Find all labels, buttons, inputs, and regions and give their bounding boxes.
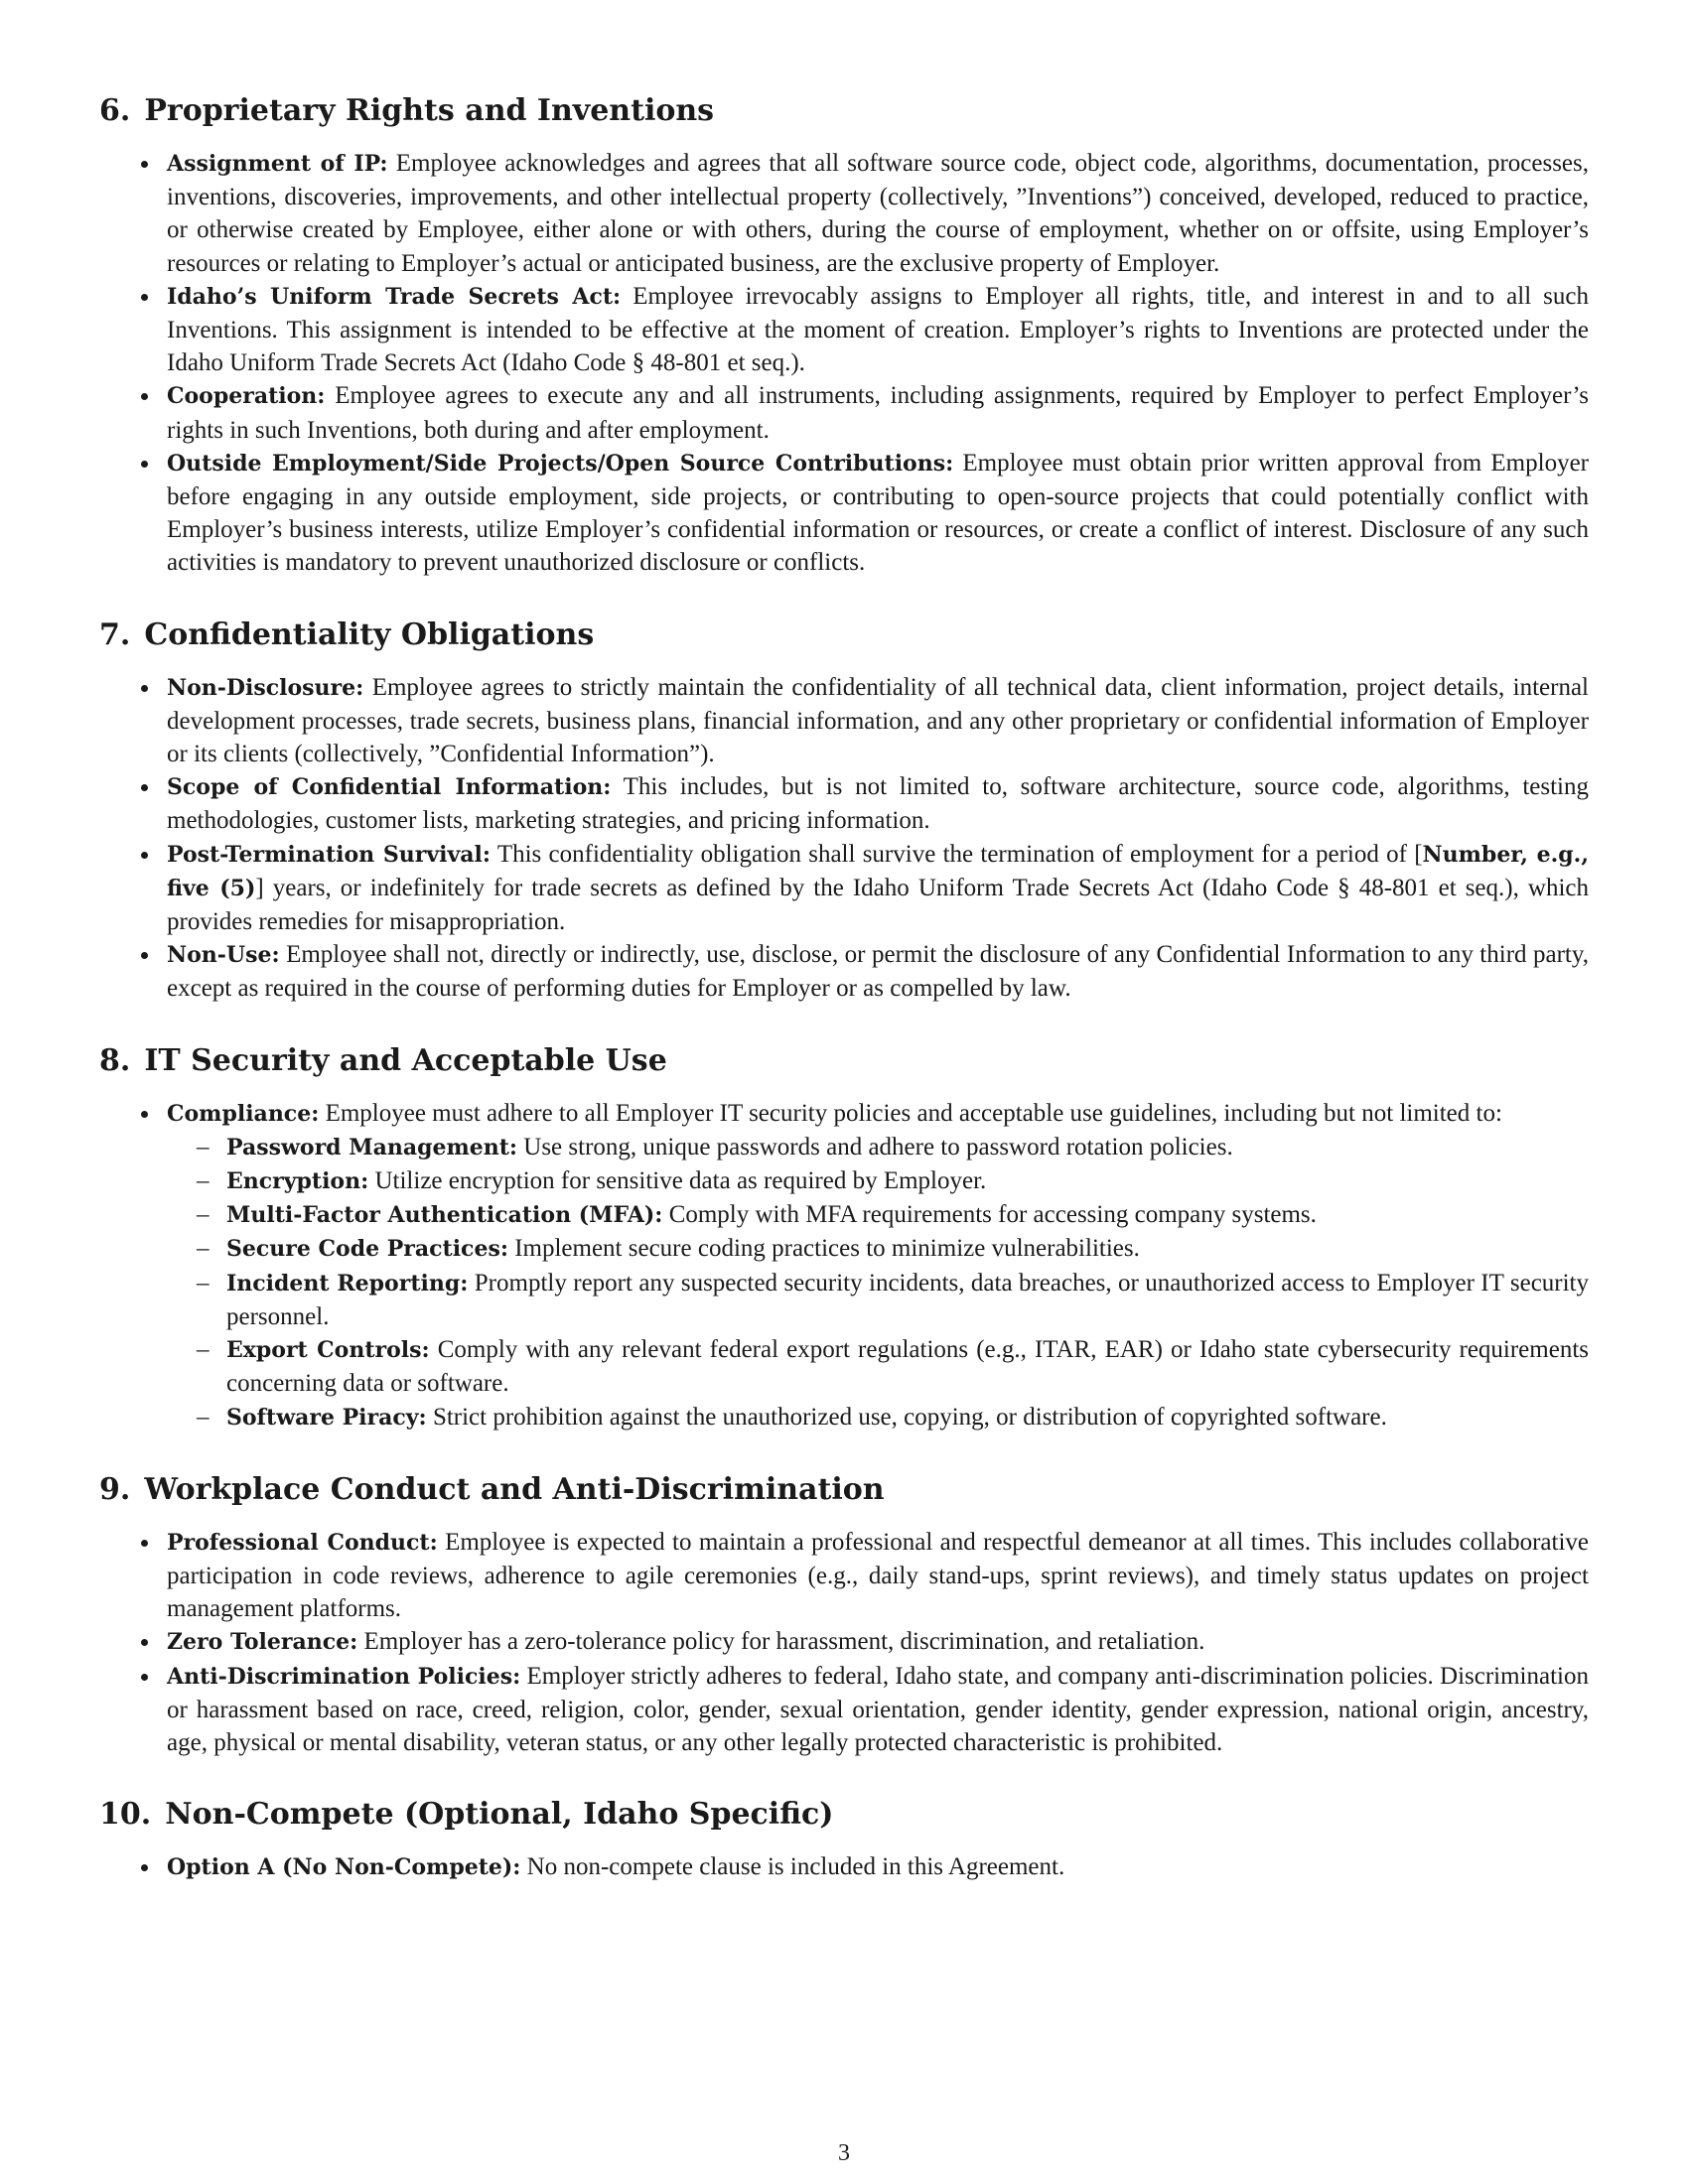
item-text: Employee must obtain prior written approval from Employer before engaging in any outside employment, side projects, or contributing to open-source projects that could potentially conflict with Employer’s business interests, utilize Employer’s confidential information or resources, or create a conflict of interest. Disclosure of any such activities is mandatory to prevent unauthorized disclosure or conflicts. — [167, 449, 1589, 577]
item-text: Employee must adhere to all Employer IT security policies and acceptable use guidelines, including but not limited to: — [325, 1099, 1502, 1127]
sub-list-item — [226, 1232, 1589, 1266]
item-text: This includes, but is not limited to, software architecture, source code, algorithms, testing methodologies, customer lists, marketing strategies, and pricing information. — [167, 773, 1589, 835]
item-text: This confidentiality obligation shall survive the termination of employment for a period of [ — [496, 840, 1423, 868]
section-heading: 9. Workplace Conduct and Anti-Discrimination — [99, 1471, 885, 1507]
item-label: Post-Termination Survival: — [167, 841, 491, 868]
item-label: Non-Disclosure: — [167, 674, 364, 701]
bullet-list — [99, 671, 1589, 1006]
page-number: 3 — [838, 2140, 850, 2166]
item-label: Software Piracy: — [226, 1404, 427, 1431]
item-label: Non-Use: — [167, 942, 280, 969]
item-text: Comply with MFA requirements for accessing company systems. — [668, 1201, 1317, 1229]
placeholder-number: Number, e.g., five (5) — [167, 841, 1589, 901]
item-text: Implement secure coding practices to minimize vulnerabilities. — [514, 1235, 1140, 1263]
item-label: Zero Tolerance: — [167, 1629, 358, 1656]
item-text: Promptly report any suspected security incidents, data breaches, or unauthorized access to Employer IT security personnel. — [226, 1269, 1590, 1330]
item-text: Employer has a zero-tolerance policy for harassment, discrimination, and retaliation. — [363, 1628, 1205, 1656]
item-label: Professional Conduct: — [167, 1529, 438, 1556]
item-label: Incident Reporting: — [226, 1270, 469, 1297]
item-text: Employee shall not, directly or indirectly, use, disclose, or permit the disclosure of any Confidential Information to any third party, except as required in the course of performing duties for Employer or as compelled by law. — [167, 941, 1590, 1003]
section-proprietary-rights — [99, 91, 1589, 580]
section-it-security — [99, 1041, 1589, 1434]
item-text: Employee acknowledges and agrees that all software source code, object code, algorithms, documentation, processes, inventions, discoveries, improvements, and other intellectual property (collectively, ”Inventions”) conceived, developed, reduced to practice, or otherwise created by Employee, either alone or with others, during the course of employment, whether on or offsite, using Employer’s resources or relating to Employer’s actual or anticipated business, are the exclusive property of Employer. — [167, 150, 1589, 277]
sub-list — [167, 1131, 1589, 1434]
item-text: Comply with any relevant federal export regulations (e.g., ITAR, EAR) or Idaho state cybersecurity requirements concerning data or software. — [226, 1336, 1589, 1398]
list-item — [167, 1625, 1589, 1659]
list-item — [167, 1850, 1589, 1884]
item-label: Option A (No Non-Compete): — [167, 1854, 521, 1881]
list-item — [167, 671, 1589, 771]
sub-list-item — [226, 1333, 1589, 1400]
list-item — [167, 838, 1589, 939]
list-item — [167, 447, 1589, 580]
bullet-list — [99, 1850, 1589, 1884]
item-text: Use strong, unique passwords and adhere to password rotation policies. — [523, 1133, 1233, 1160]
section-heading: 6. Proprietary Rights and Inventions — [99, 93, 715, 128]
bullet-list — [99, 1526, 1589, 1759]
item-text: Strict prohibition against the unauthorized use, copying, or distribution of copyrighted software. — [432, 1403, 1387, 1431]
item-label: Password Management: — [226, 1134, 518, 1160]
item-label: Outside Employment/Side Projects/Open Source Contributions: — [167, 450, 954, 477]
sub-list-item — [226, 1401, 1589, 1434]
item-label: Multi-Factor Authentication (MFA): — [226, 1202, 663, 1229]
sub-list-item — [226, 1164, 1589, 1198]
sub-list-item — [226, 1198, 1589, 1232]
section-confidentiality — [99, 615, 1589, 1006]
item-text: Employee irrevocably assigns to Employer all rights, title, and interest in and to all such Inventions. This assignment is intended to be effective at the moment of creation. Employer’s rights to Inventions are protected under the Idaho Uniform Trade Secrets Act (Idaho Code § 48-801 et seq.). — [167, 282, 1590, 377]
section-heading: 10. Non-Compete (Optional, Idaho Specific) — [99, 1797, 834, 1833]
list-item — [167, 280, 1589, 380]
list-item — [167, 1097, 1589, 1434]
bullet-list — [99, 1097, 1589, 1434]
item-text: Employee agrees to execute any and all instruments, including assignments, required by Employer to perfect Employer’s rights in such Inventions, both during and after employment. — [167, 382, 1589, 444]
list-item — [167, 770, 1589, 837]
section-non-compete — [99, 1795, 1589, 1884]
item-label: Scope of Confidential Information: — [167, 774, 612, 801]
item-text: Employee is expected to maintain a professional and respectful demeanor at all times. This includes collaborative participation in code reviews, adherence to agile ceremonies (e.g., daily stand-ups, sprint reviews), and timely status updates on project management platforms. — [167, 1528, 1590, 1623]
document-body — [99, 91, 1589, 1920]
item-label: Anti-Discrimination Policies: — [167, 1663, 521, 1690]
section-heading: 8. IT Security and Acceptable Use — [99, 1042, 667, 1078]
sub-list-item — [226, 1131, 1589, 1164]
item-text: Utilize encryption for sensitive data as required by Employer. — [374, 1167, 987, 1195]
item-text: No non-compete clause is included in this Agreement. — [526, 1853, 1065, 1881]
list-item — [167, 1660, 1589, 1760]
item-label: Secure Code Practices: — [226, 1236, 508, 1263]
item-label: Export Controls: — [226, 1337, 430, 1364]
bullet-list — [99, 147, 1589, 580]
list-item — [167, 1526, 1589, 1626]
item-text: ] years, or indefinitely for trade secrets as defined by the Idaho Uniform Trade Secrets Act (Idaho Code § 48-801 et seq.), which provides remedies for misappropriation. — [167, 874, 1590, 936]
item-label: Cooperation: — [167, 383, 326, 410]
item-label: Compliance: — [167, 1100, 320, 1127]
section-heading: 7. Confidentiality Obligations — [99, 616, 595, 652]
list-item — [167, 938, 1589, 1005]
section-workplace-conduct — [99, 1470, 1589, 1759]
item-label: Encryption: — [226, 1168, 369, 1195]
item-label: Assignment of IP: — [167, 151, 388, 177]
item-text: Employer strictly adheres to federal, Idaho state, and company anti-discrimination policies. Discrimination or harassment based on race, creed, religion, color, gender, sexual orientation, gender identity, gender expression, national origin, ancestry, age, physical or mental disability, veteran status, or any other legally protected characteristic is prohibited. — [167, 1662, 1589, 1756]
item-text: Employee agrees to strictly maintain the confidentiality of all technical data, client information, project details, internal development processes, trade secrets, business plans, financial information, and any other proprietary or confidential information of Employer or its clients (collectively, ”Confidential Information”). — [167, 673, 1590, 768]
list-item — [167, 379, 1589, 446]
item-label: Idaho’s Uniform Trade Secrets Act: — [167, 283, 622, 310]
sub-list-item — [226, 1267, 1589, 1333]
list-item — [167, 147, 1589, 280]
